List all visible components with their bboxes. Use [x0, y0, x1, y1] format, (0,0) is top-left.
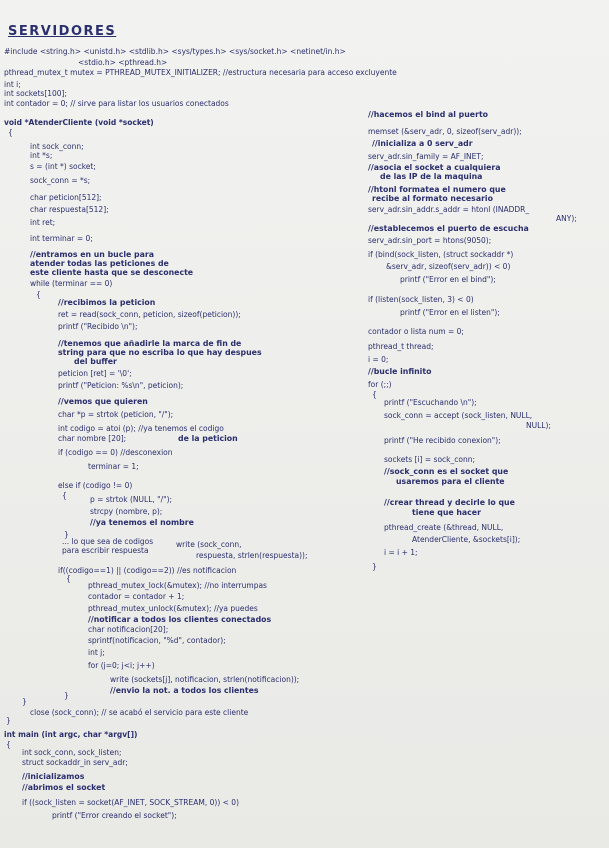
- left-code-line: if ((sock_listen = socket(AF_INET, SOCK_STREAM, 0)) < 0): [22, 798, 239, 807]
- right-code-line: ANY);: [556, 214, 577, 223]
- left-code-line: int sockets[100];: [4, 89, 68, 98]
- right-code-line: //hacemos el bind al puerto: [368, 110, 489, 119]
- left-code-line: //entramos en un bucle para: [30, 250, 154, 259]
- left-code-line: {: [6, 740, 11, 749]
- right-code-line: //htonl formatea el numero que: [368, 185, 506, 194]
- right-code-line: //bucle infinito: [368, 367, 432, 376]
- left-code-line: }: [64, 530, 69, 539]
- left-code-line: //recibimos la peticion: [58, 298, 156, 307]
- left-code-line: int codigo = atoi (p); //ya tenemos el codigo: [58, 424, 224, 433]
- right-code-line: de las IP de la maquina: [380, 172, 483, 181]
- left-code-line: <stdio.h> <pthread.h>: [78, 58, 168, 67]
- left-code-line: int sock_conn, sock_listen;: [22, 748, 122, 757]
- left-code-line: int *s;: [30, 151, 53, 160]
- left-code-line: char peticion[512];: [30, 193, 102, 202]
- right-code-line: for (;;): [368, 380, 392, 389]
- left-code-line: }: [6, 716, 11, 725]
- left-code-line: sock_conn = *s;: [30, 176, 91, 185]
- left-code-line: {: [62, 491, 67, 500]
- right-code-line: serv_adr.sin_addr.s_addr = htonl (INADDR_: [368, 205, 530, 214]
- left-code-line: del buffer: [74, 357, 117, 366]
- right-code-line: recibe al formato necesario: [372, 194, 493, 203]
- left-code-line: //notificar a todos los clientes conectados: [88, 615, 272, 624]
- right-code-line: memset (&serv_adr, 0, sizeof(serv_adr));: [368, 127, 522, 136]
- left-code-line: }: [64, 691, 69, 700]
- left-code-line: string para que no escriba lo que hay despues: [58, 348, 262, 357]
- left-code-line: //inicializamos: [22, 772, 85, 781]
- left-code-line: respuesta, strlen(respuesta));: [196, 551, 308, 560]
- page-title: SERVIDORES: [8, 24, 117, 39]
- left-code-line: {: [36, 290, 41, 299]
- left-code-line: atender todas las peticiones de: [30, 259, 169, 268]
- left-code-line: printf ("Peticion: %s\n", peticion);: [58, 381, 184, 390]
- left-code-line: ret = read(sock_conn, peticion, sizeof(peticion));: [58, 310, 241, 319]
- right-code-line: {: [372, 390, 377, 399]
- right-code-line: //crear thread y decirle lo que: [384, 498, 515, 507]
- left-code-line: este cliente hasta que se desconecte: [30, 268, 194, 277]
- right-code-line: serv_adr.sin_port = htons(9050);: [368, 236, 492, 245]
- right-code-line: serv_adr.sin_family = AF_INET;: [368, 152, 484, 161]
- left-code-line: {: [8, 128, 13, 137]
- left-code-line: write (sockets[j], notificacion, strlen(notificacion));: [110, 675, 300, 684]
- left-code-line: char *p = strtok (peticion, "/");: [58, 410, 174, 419]
- left-code-line: else if (codigo != 0): [58, 481, 133, 490]
- right-code-line: sockets [i] = sock_conn;: [384, 455, 475, 464]
- left-code-line: peticion [ret] = '\0';: [58, 369, 132, 378]
- right-code-line: printf ("He recibido conexion");: [384, 436, 501, 445]
- right-code-line: //sock_conn es el socket que: [384, 467, 509, 476]
- left-code-line: }: [22, 697, 27, 706]
- left-code-line: int j;: [88, 648, 105, 657]
- right-code-line: sock_conn = accept (sock_listen, NULL,: [384, 411, 533, 420]
- left-code-line: int terminar = 0;: [30, 234, 93, 243]
- right-code-line: i = 0;: [368, 355, 389, 364]
- right-code-line: if (bind(sock_listen, (struct sockaddr *): [368, 250, 514, 259]
- left-code-line: //tenemos que añadirle la marca de fin de: [58, 339, 242, 348]
- left-code-line: if (codigo == 0) //desconexion: [58, 448, 173, 457]
- left-code-line: for (j=0; j<i; j++): [88, 661, 155, 670]
- left-code-line: int i;: [4, 80, 21, 89]
- left-code-line: if((codigo==1) || (codigo==2)) //es notificacion: [58, 566, 237, 575]
- right-code-line: AtenderCliente, &sockets[i]);: [412, 535, 521, 544]
- right-code-line: //establecemos el puerto de escucha: [368, 224, 529, 233]
- left-code-line: struct sockaddr_in serv_adr;: [22, 758, 128, 767]
- right-code-line: usaremos para el cliente: [396, 477, 505, 486]
- left-code-line: de la peticion: [178, 434, 238, 443]
- right-code-line: contador o lista num = 0;: [368, 327, 464, 336]
- left-code-line: printf ("Recibido \n");: [58, 322, 138, 331]
- right-code-line: if (listen(sock_listen, 3) < 0): [368, 295, 474, 304]
- left-code-line: para escribir respuesta: [62, 546, 149, 555]
- right-code-line: printf ("Error en el bind");: [400, 275, 496, 284]
- left-code-line: int contador = 0; // sirve para listar los usuarios conectados: [4, 99, 229, 108]
- left-code-line: void *AtenderCliente (void *socket): [4, 118, 154, 127]
- left-code-line: ... lo que sea de codigos: [62, 537, 154, 546]
- right-code-line: }: [372, 562, 377, 571]
- left-code-line: write (sock_conn,: [176, 540, 242, 549]
- right-code-line: tiene que hacer: [412, 508, 481, 517]
- right-code-line: //asocia el socket a cualquiera: [368, 163, 501, 172]
- right-code-line: pthread_t thread;: [368, 342, 434, 351]
- left-code-line: int ret;: [30, 218, 56, 227]
- left-code-line: {: [66, 574, 71, 583]
- left-code-line: while (terminar == 0): [30, 279, 113, 288]
- left-code-line: pthread_mutex_t mutex = PTHREAD_MUTEX_INITIALIZER; //estructura necesaria para acceso excluyente: [4, 68, 397, 77]
- left-code-line: terminar = 1;: [88, 462, 139, 471]
- left-code-line: pthread_mutex_unlock(&mutex); //ya puedes: [88, 604, 258, 613]
- left-code-line: char respuesta[512];: [30, 205, 109, 214]
- left-code-line: #include <string.h> <unistd.h> <stdlib.h> <sys/types.h> <sys/socket.h> <netinet/in.h>: [4, 47, 346, 56]
- left-code-line: sprintf(notificacion, "%d", contador);: [88, 636, 226, 645]
- left-code-line: char nombre [20];: [58, 434, 127, 443]
- left-code-line: //ya tenemos el nombre: [90, 518, 194, 527]
- right-code-line: NULL);: [526, 421, 551, 430]
- left-code-line: p = strtok (NULL, "/");: [90, 495, 173, 504]
- right-code-line: &serv_adr, sizeof(serv_adr)) < 0): [386, 262, 511, 271]
- right-code-line: i = i + 1;: [384, 548, 418, 557]
- right-code-line: pthread_create (&thread, NULL,: [384, 523, 504, 532]
- left-code-line: printf ("Error creando el socket");: [52, 811, 177, 820]
- left-code-line: contador = contador + 1;: [88, 592, 185, 601]
- left-code-line: //abrimos el socket: [22, 783, 106, 792]
- left-code-line: strcpy (nombre, p);: [90, 507, 163, 516]
- left-code-line: pthread_mutex_lock(&mutex); //no interrumpas: [88, 581, 267, 590]
- left-code-line: int main (int argc, char *argv[]): [4, 730, 138, 739]
- right-code-line: printf ("Error en el listen");: [400, 308, 500, 317]
- left-code-line: //envio la not. a todos los clientes: [110, 686, 259, 695]
- left-code-line: s = (int *) socket;: [30, 162, 96, 171]
- left-code-line: char notificacion[20];: [88, 625, 169, 634]
- left-code-line: int sock_conn;: [30, 142, 84, 151]
- left-code-line: close (sock_conn); // se acabó el servicio para este cliente: [30, 708, 249, 717]
- left-code-line: //vemos que quieren: [58, 397, 148, 406]
- right-code-line: printf ("Escuchando \n");: [384, 398, 477, 407]
- right-code-line: //inicializa a 0 serv_adr: [372, 139, 473, 148]
